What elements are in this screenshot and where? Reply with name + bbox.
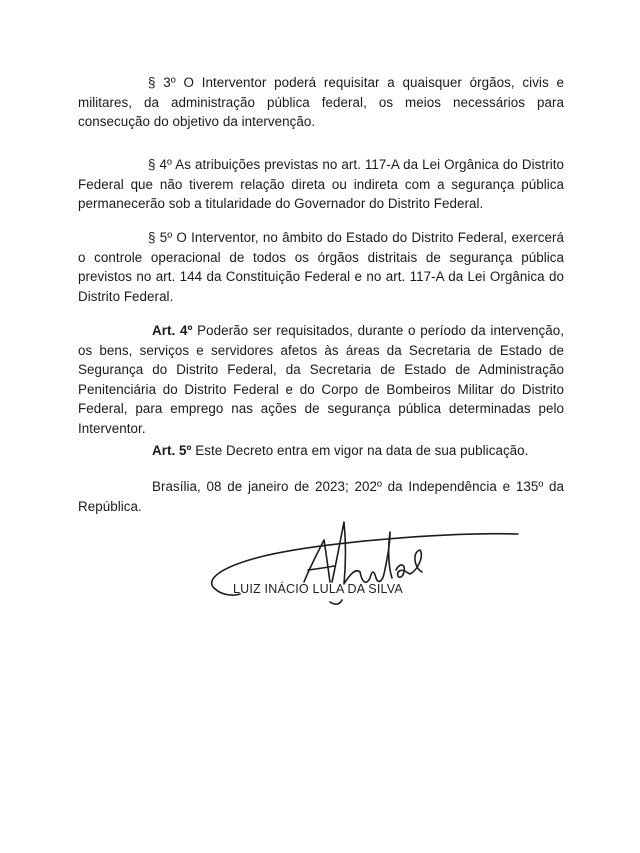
paragraph-5 xyxy=(78,228,564,306)
article-5-text: Este Decreto entra em vigor na data de sua publicação. xyxy=(191,443,529,458)
article-4-text: Poderão ser requisitados, durante o período da intervenção, os bens, serviços e servidores afetos às áreas da Secretaria de Estado de Segurança do Distrito Federal, da Secretaria de Estado de Administração Penitenciária do Distrito Federal e do Corpo de Bombeiros Militar do Distrito Federal, para emprego nas ações de segurança pública determinadas pelo Interventor. xyxy=(78,323,564,436)
paragraph-4 xyxy=(78,155,564,214)
paragraph-3 xyxy=(78,73,564,132)
article-4 xyxy=(78,321,564,439)
handwritten-signature-icon xyxy=(200,512,540,612)
article-5 xyxy=(78,441,564,461)
paragraph-5-text: § 5º O Interventor, no âmbito do Estado do Distrito Federal, exercerá o controle operacional de todos os órgãos distritais de segurança pública previstos no art. 144 da Constituição Federal e no art. 117-A da Lei Orgânica do Distrito Federal. xyxy=(78,230,564,304)
paragraph-4-text: § 4º As atribuições previstas no art. 117-A da Lei Orgânica do Distrito Federal que não tiverem relação direta ou indireta com a segurança pública permanecerão sob a titularidade do Governador do Distrito Federal. xyxy=(78,157,564,212)
signature-block xyxy=(200,512,540,612)
date-line xyxy=(78,477,564,516)
article-4-label: Art. 4º xyxy=(152,323,193,338)
paragraph-3-text: § 3º O Interventor poderá requisitar a quaisquer órgãos, civis e militares, da administração pública federal, os meios necessários para consecução do objetivo da intervenção. xyxy=(78,75,564,130)
signatory-name: LUIZ INÁCIO LULA DA SILVA xyxy=(233,582,403,596)
article-5-label: Art. 5º xyxy=(152,443,192,458)
date-line-text: Brasília, 08 de janeiro de 2023; 202º da Independência e 135º da República. xyxy=(78,479,564,514)
